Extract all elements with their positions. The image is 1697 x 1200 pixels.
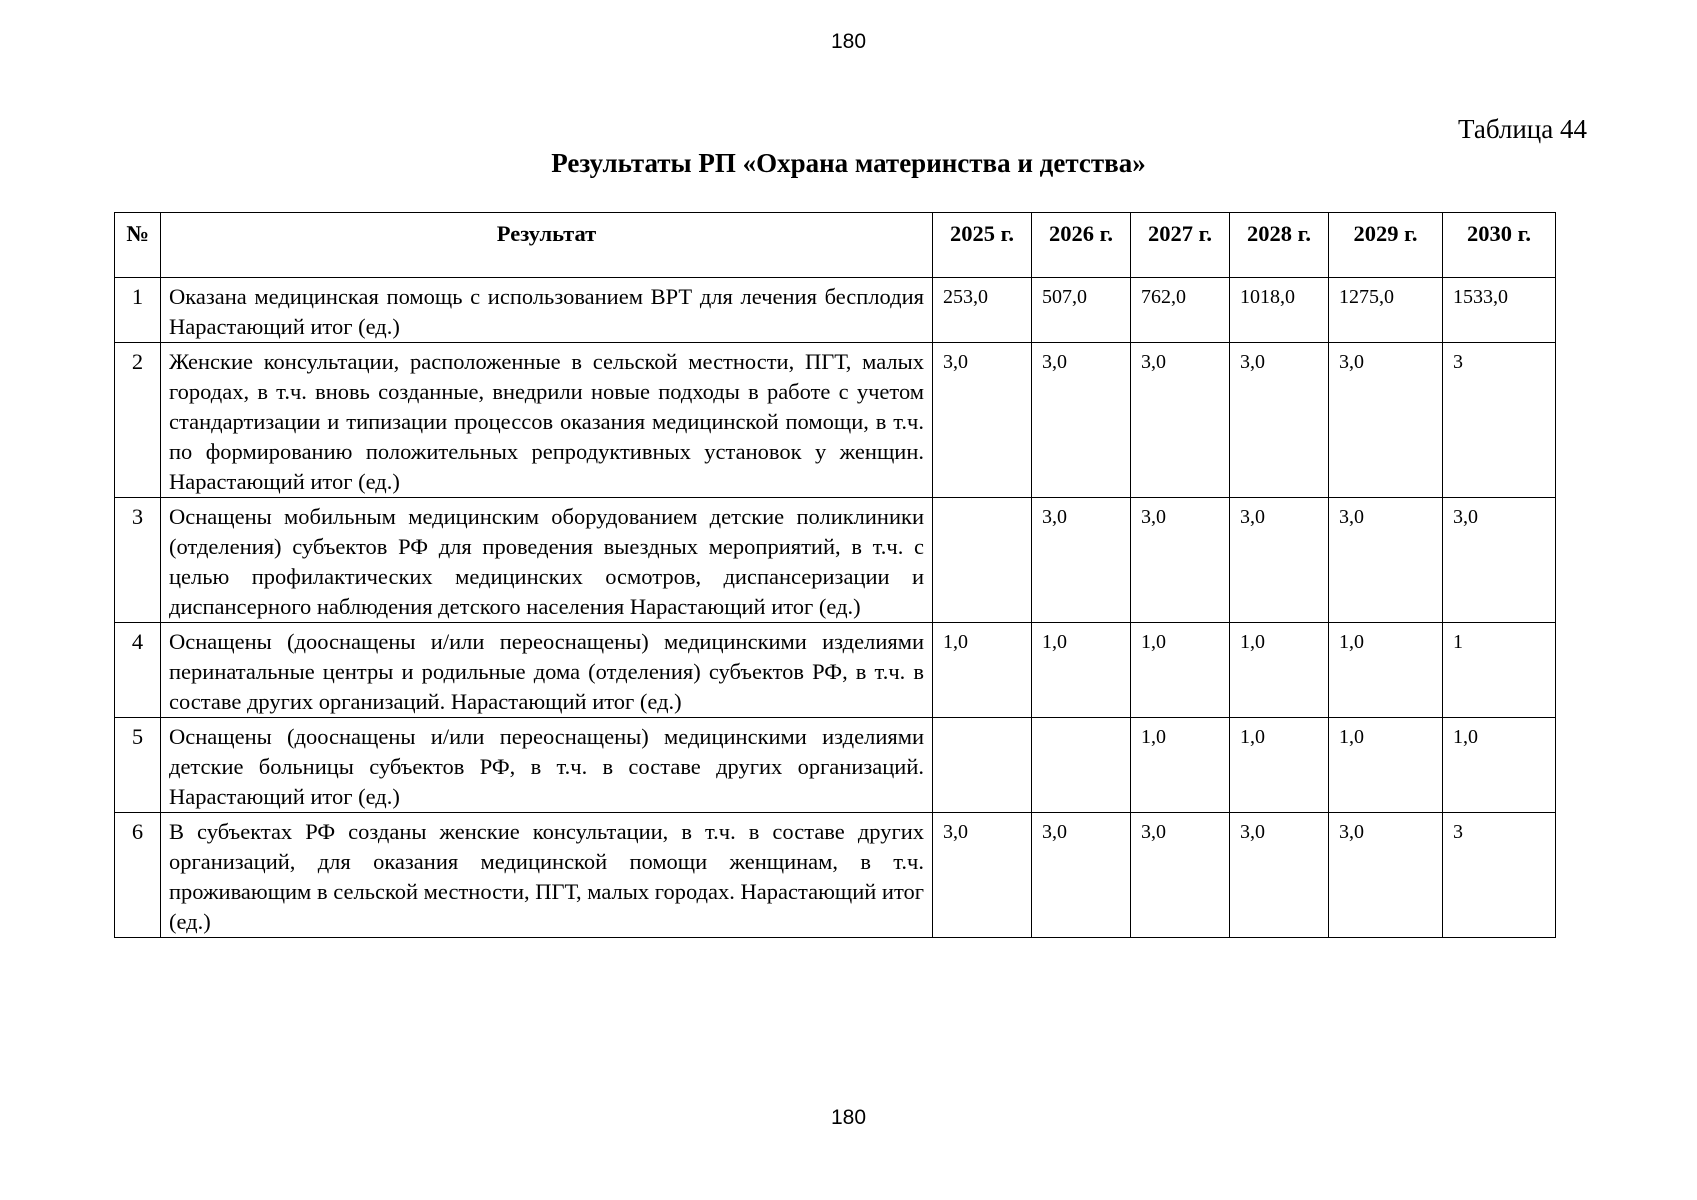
value-2026 [1032, 718, 1131, 813]
value-2030: 1533,0 [1443, 278, 1556, 343]
value-2029: 3,0 [1329, 498, 1443, 623]
row-result-text: Женские консультации, расположенные в сельской местности, ПГТ, малых городах, в т.ч. вновь созданные, внедрили новые подходы в работе с учетом стандартизации и типизации процессов оказания медицинской помощи, в т.ч. по формированию положительных репродуктивных установок у женщин. Нарастающий итог (ед.) [161, 343, 933, 498]
value-2028: 1018,0 [1230, 278, 1329, 343]
value-2025 [933, 718, 1032, 813]
row-result-text: Оснащены (дооснащены и/или переоснащены) медицинскими изделиями детские больницы субъектов РФ, в т.ч. в составе других организаций. Нарастающий итог (ед.) [161, 718, 933, 813]
value-2027: 1,0 [1131, 718, 1230, 813]
row-result-text: Оказана медицинская помощь с использованием ВРТ для лечения бесплодия Нарастающий итог (ед.) [161, 278, 933, 343]
value-2030: 3 [1443, 813, 1556, 938]
row-num: 5 [115, 718, 161, 813]
value-2025 [933, 498, 1032, 623]
value-2028: 3,0 [1230, 343, 1329, 498]
value-2026: 507,0 [1032, 278, 1131, 343]
value-2030: 3 [1443, 343, 1556, 498]
table-row [115, 718, 1556, 813]
page-number-bottom: 180 [830, 1106, 867, 1129]
value-2029: 3,0 [1329, 813, 1443, 938]
value-2025: 253,0 [933, 278, 1032, 343]
value-2027: 3,0 [1131, 498, 1230, 623]
value-2025: 1,0 [933, 623, 1032, 718]
row-result-text: В субъектах РФ созданы женские консультации, в т.ч. в составе других организаций, для оказания медицинской помощи женщинам, в т.ч. проживающим в сельской местности, ПГТ, малых городах. Нарастающий итог (ед.) [161, 813, 933, 938]
value-2030: 1 [1443, 623, 1556, 718]
value-2028: 3,0 [1230, 813, 1329, 938]
value-2028: 1,0 [1230, 623, 1329, 718]
page-number-top: 180 [830, 30, 867, 53]
row-result-text: Оснащены (дооснащены и/или переоснащены) медицинскими изделиями перинатальные центры и родильные дома (отделения) субъектов РФ, в т.ч. в составе других организаций. Нарастающий итог (ед.) [161, 623, 933, 718]
row-num: 4 [115, 623, 161, 718]
value-2025: 3,0 [933, 813, 1032, 938]
header-2027: 2027 г. [1131, 213, 1230, 278]
table-row [115, 498, 1556, 623]
header-2030: 2030 г. [1443, 213, 1556, 278]
header-2025: 2025 г. [933, 213, 1032, 278]
table-row [115, 623, 1556, 718]
value-2029: 1275,0 [1329, 278, 1443, 343]
row-num: 1 [115, 278, 161, 343]
value-2029: 3,0 [1329, 343, 1443, 498]
value-2026: 3,0 [1032, 343, 1131, 498]
value-2029: 1,0 [1329, 718, 1443, 813]
value-2027: 3,0 [1131, 343, 1230, 498]
value-2026: 3,0 [1032, 498, 1131, 623]
table-row [115, 343, 1556, 498]
row-num: 3 [115, 498, 161, 623]
header-2028: 2028 г. [1230, 213, 1329, 278]
table-row [115, 813, 1556, 938]
table-title: Результаты РП «Охрана материнства и детства» [551, 148, 1146, 178]
table-label: Таблица 44 [1458, 114, 1587, 144]
row-num: 2 [115, 343, 161, 498]
value-2028: 1,0 [1230, 718, 1329, 813]
value-2030: 1,0 [1443, 718, 1556, 813]
header-result: Результат [161, 213, 933, 278]
header-num: № [115, 213, 161, 278]
table-row [115, 278, 1556, 343]
header-2026: 2026 г. [1032, 213, 1131, 278]
row-num: 6 [115, 813, 161, 938]
results-table [114, 212, 1556, 938]
value-2029: 1,0 [1329, 623, 1443, 718]
table-header-row [115, 213, 1556, 278]
header-2029: 2029 г. [1329, 213, 1443, 278]
row-result-text: Оснащены мобильным медицинским оборудованием детские поликлиники (отделения) субъектов РФ для проведения выездных мероприятий, в т.ч. с целью профилактических медицинских осмотров, диспансеризации и диспансерного наблюдения детского населения Нарастающий итог (ед.) [161, 498, 933, 623]
value-2027: 762,0 [1131, 278, 1230, 343]
value-2028: 3,0 [1230, 498, 1329, 623]
value-2030: 3,0 [1443, 498, 1556, 623]
value-2027: 3,0 [1131, 813, 1230, 938]
value-2025: 3,0 [933, 343, 1032, 498]
value-2027: 1,0 [1131, 623, 1230, 718]
value-2026: 1,0 [1032, 623, 1131, 718]
value-2026: 3,0 [1032, 813, 1131, 938]
